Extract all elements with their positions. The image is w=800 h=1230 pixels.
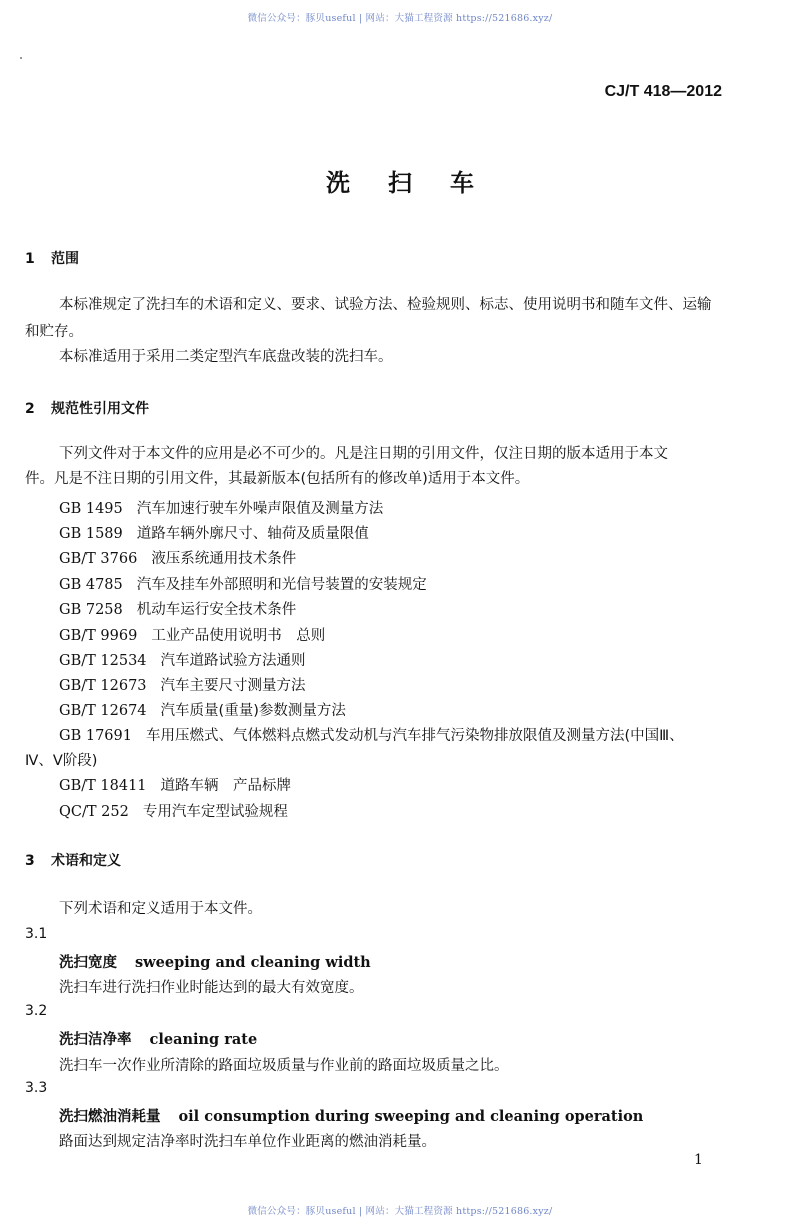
term-definition: 路面达到规定洁净率时洗扫车单位作业距离的燃油消耗量。	[59, 1134, 436, 1150]
reference-name: 道路车辆 产品标牌	[160, 778, 292, 794]
reference-name: 道路车辆外廓尺寸、轴荷及质量限值	[136, 526, 369, 542]
term-definition: 洗扫车进行洗扫作业时能达到的最大有效宽度。	[59, 980, 364, 996]
standard-code: CJ/T 418—2012	[604, 83, 722, 100]
term-entry	[59, 1028, 257, 1049]
reference-code: GB/T 3766	[59, 551, 138, 567]
reference-item	[59, 774, 291, 795]
term-en: cleaning rate	[149, 1031, 258, 1048]
section-title: 范围	[51, 251, 79, 267]
reference-code: GB 1495	[59, 501, 123, 517]
reference-item	[59, 547, 296, 568]
reference-code: GB/T 18411	[59, 778, 147, 794]
reference-code: GB/T 12674	[59, 703, 147, 719]
reference-code: GB 17691	[59, 728, 132, 744]
section-number: 2	[25, 401, 35, 417]
paragraph: 下列文件对于本文件的应用是必不可少的。凡是注日期的引用文件，仅注日期的版本适用于本文	[59, 446, 668, 462]
reference-code: GB 4785	[59, 577, 123, 593]
paragraph: 本标准规定了洗扫车的术语和定义、要求、试验方法、检验规则、标志、使用说明书和随车文件、运输	[59, 297, 712, 313]
term-definition: 洗扫车一次作业所清除的路面垃圾质量与作业前的路面垃圾质量之比。	[59, 1058, 509, 1074]
reference-item	[59, 674, 306, 695]
paragraph: 和贮存。	[25, 324, 83, 340]
reference-code: GB/T 12534	[59, 653, 147, 669]
reference-item	[59, 699, 346, 720]
term-entry	[59, 951, 371, 972]
section-number: 1	[25, 251, 35, 267]
reference-name-continuation: Ⅳ、Ⅴ阶段)	[25, 753, 98, 769]
reference-item	[59, 522, 369, 543]
reference-item	[59, 497, 383, 518]
term-zh: 洗扫燃油消耗量	[59, 1109, 161, 1125]
section-number: 3	[25, 853, 35, 869]
paragraph: 本标准适用于采用二类定型汽车底盘改装的洗扫车。	[59, 349, 393, 365]
reference-item	[59, 598, 296, 619]
page-number: 1	[694, 1152, 703, 1168]
reference-name: 工业产品使用说明书 总则	[151, 628, 326, 644]
term-zh: 洗扫洁净率	[59, 1032, 132, 1048]
reference-name: 汽车主要尺寸测量方法	[160, 678, 306, 694]
paragraph: 下列术语和定义适用于本文件。	[59, 901, 262, 917]
scan-speck	[20, 57, 22, 59]
reference-code: GB/T 9969	[59, 628, 138, 644]
clause-number: 3.3	[25, 1080, 48, 1096]
section-title: 术语和定义	[51, 853, 121, 869]
reference-name: 专用汽车定型试验规程	[142, 804, 288, 820]
reference-code: QC/T 252	[59, 804, 129, 820]
clause-number: 3.2	[25, 1003, 48, 1019]
reference-item	[59, 724, 684, 745]
reference-item	[59, 624, 325, 645]
reference-name: 汽车道路试验方法通则	[160, 653, 306, 669]
term-zh: 洗扫宽度	[59, 955, 117, 971]
reference-item	[59, 573, 427, 594]
reference-item	[59, 800, 288, 821]
reference-name: 汽车加速行驶车外噪声限值及测量方法	[136, 501, 384, 517]
reference-name: 机动车运行安全技术条件	[136, 602, 297, 618]
term-entry	[59, 1105, 643, 1126]
reference-name: 汽车及挂车外部照明和光信号装置的安装规定	[136, 577, 427, 593]
watermark-bottom: 微信公众号：豚贝useful | 网站：大猫工程资源 https://521686.xyz/	[247, 1206, 553, 1217]
reference-code: GB 1589	[59, 526, 123, 542]
watermark-top: 微信公众号：豚贝useful | 网站：大猫工程资源 https://521686.xyz/	[247, 13, 553, 24]
section-title: 规范性引用文件	[51, 401, 149, 417]
section-2-heading	[25, 398, 149, 418]
reference-name: 车用压燃式、气体燃料点燃式发动机与汽车排气污染物排放限值及测量方法(中国Ⅲ、	[145, 728, 684, 744]
document-title: 洗扫车	[326, 169, 512, 197]
paragraph: 件。凡是不注日期的引用文件，其最新版本(包括所有的修改单)适用于本文件。	[25, 471, 530, 487]
section-1-heading	[25, 248, 79, 268]
clause-number: 3.1	[25, 926, 48, 942]
term-en: sweeping and cleaning width	[135, 954, 371, 971]
reference-code: GB 7258	[59, 602, 123, 618]
reference-code: GB/T 12673	[59, 678, 147, 694]
reference-item	[59, 649, 306, 670]
reference-name: 液压系统通用技术条件	[151, 551, 297, 567]
reference-continuation	[25, 749, 97, 770]
term-en: oil consumption during sweeping and cleaning operation	[178, 1108, 644, 1125]
section-3-heading	[25, 850, 121, 870]
reference-name: 汽车质量(重量)参数测量方法	[160, 703, 346, 719]
